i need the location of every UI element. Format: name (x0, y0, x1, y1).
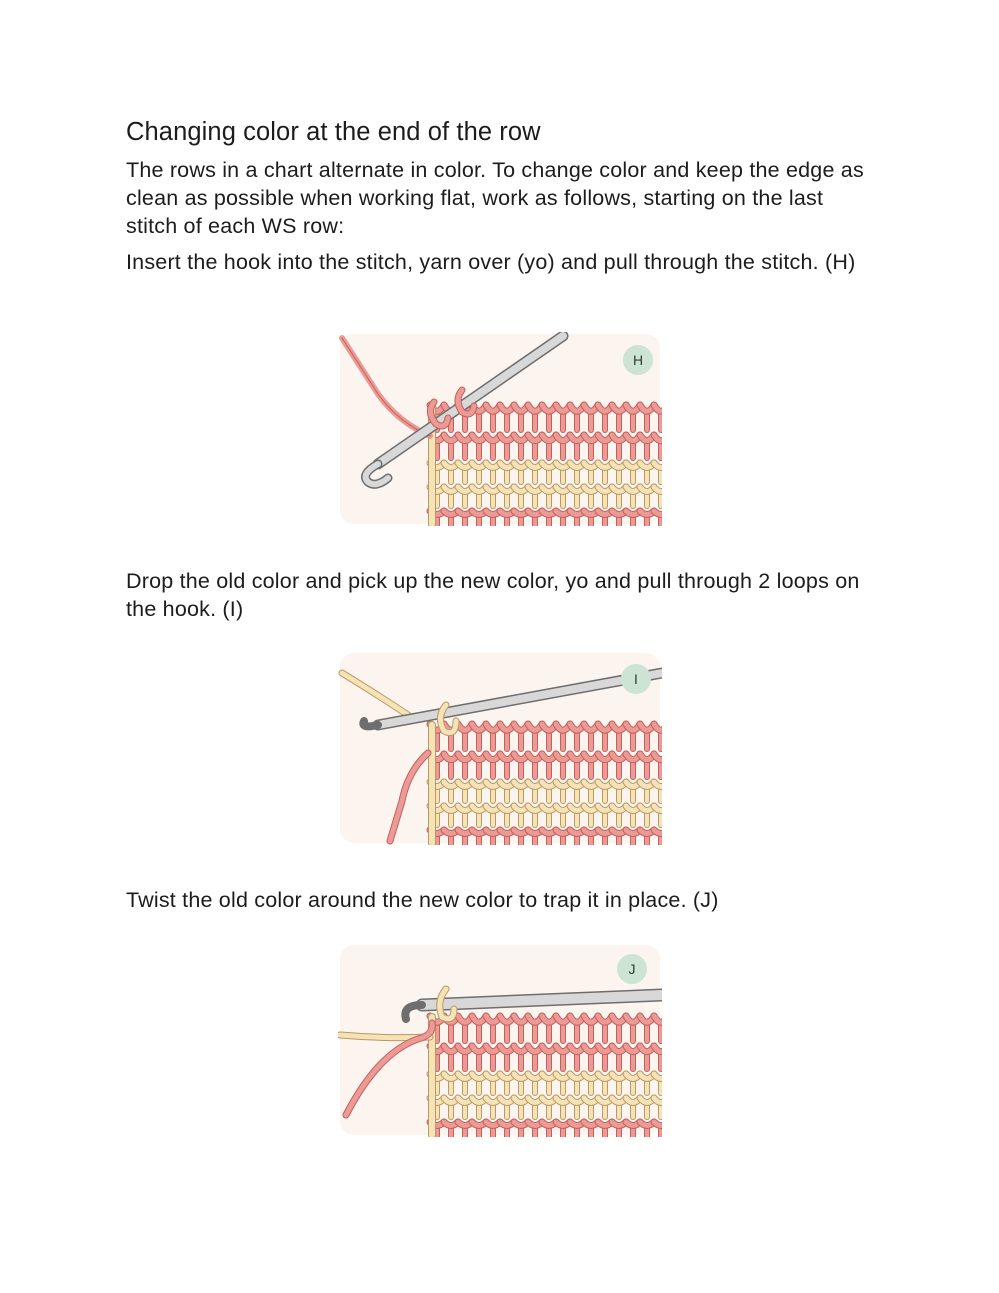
crochet-illustration-j (338, 943, 662, 1137)
badge-h-label: H (632, 352, 644, 368)
step-i-paragraph: Drop the old color and pick up the new color, yo and pull through 2 loops on the hook. (I) (126, 569, 860, 621)
step-j-paragraph: Twist the old color around the new color to trap it in place. (J) (126, 888, 719, 912)
badge-j-label: J (628, 961, 636, 977)
illustration-j (338, 943, 662, 1137)
illustration-i (338, 651, 662, 845)
badge-i-label: I (634, 671, 638, 687)
intro-paragraph: The rows in a chart alternate in color. To change color and keep the edge as clean as possible when working flat, work as follows, starting on the last stitch of each WS row: (126, 158, 864, 238)
crochet-illustration-i (338, 651, 662, 845)
crochet-illustration-h (338, 332, 662, 526)
illustration-h (338, 332, 662, 526)
page-title: Changing color at the end of the row (126, 118, 541, 146)
step-h-paragraph: Insert the hook into the stitch, yarn over (yo) and pull through the stitch. (H) (126, 250, 856, 274)
